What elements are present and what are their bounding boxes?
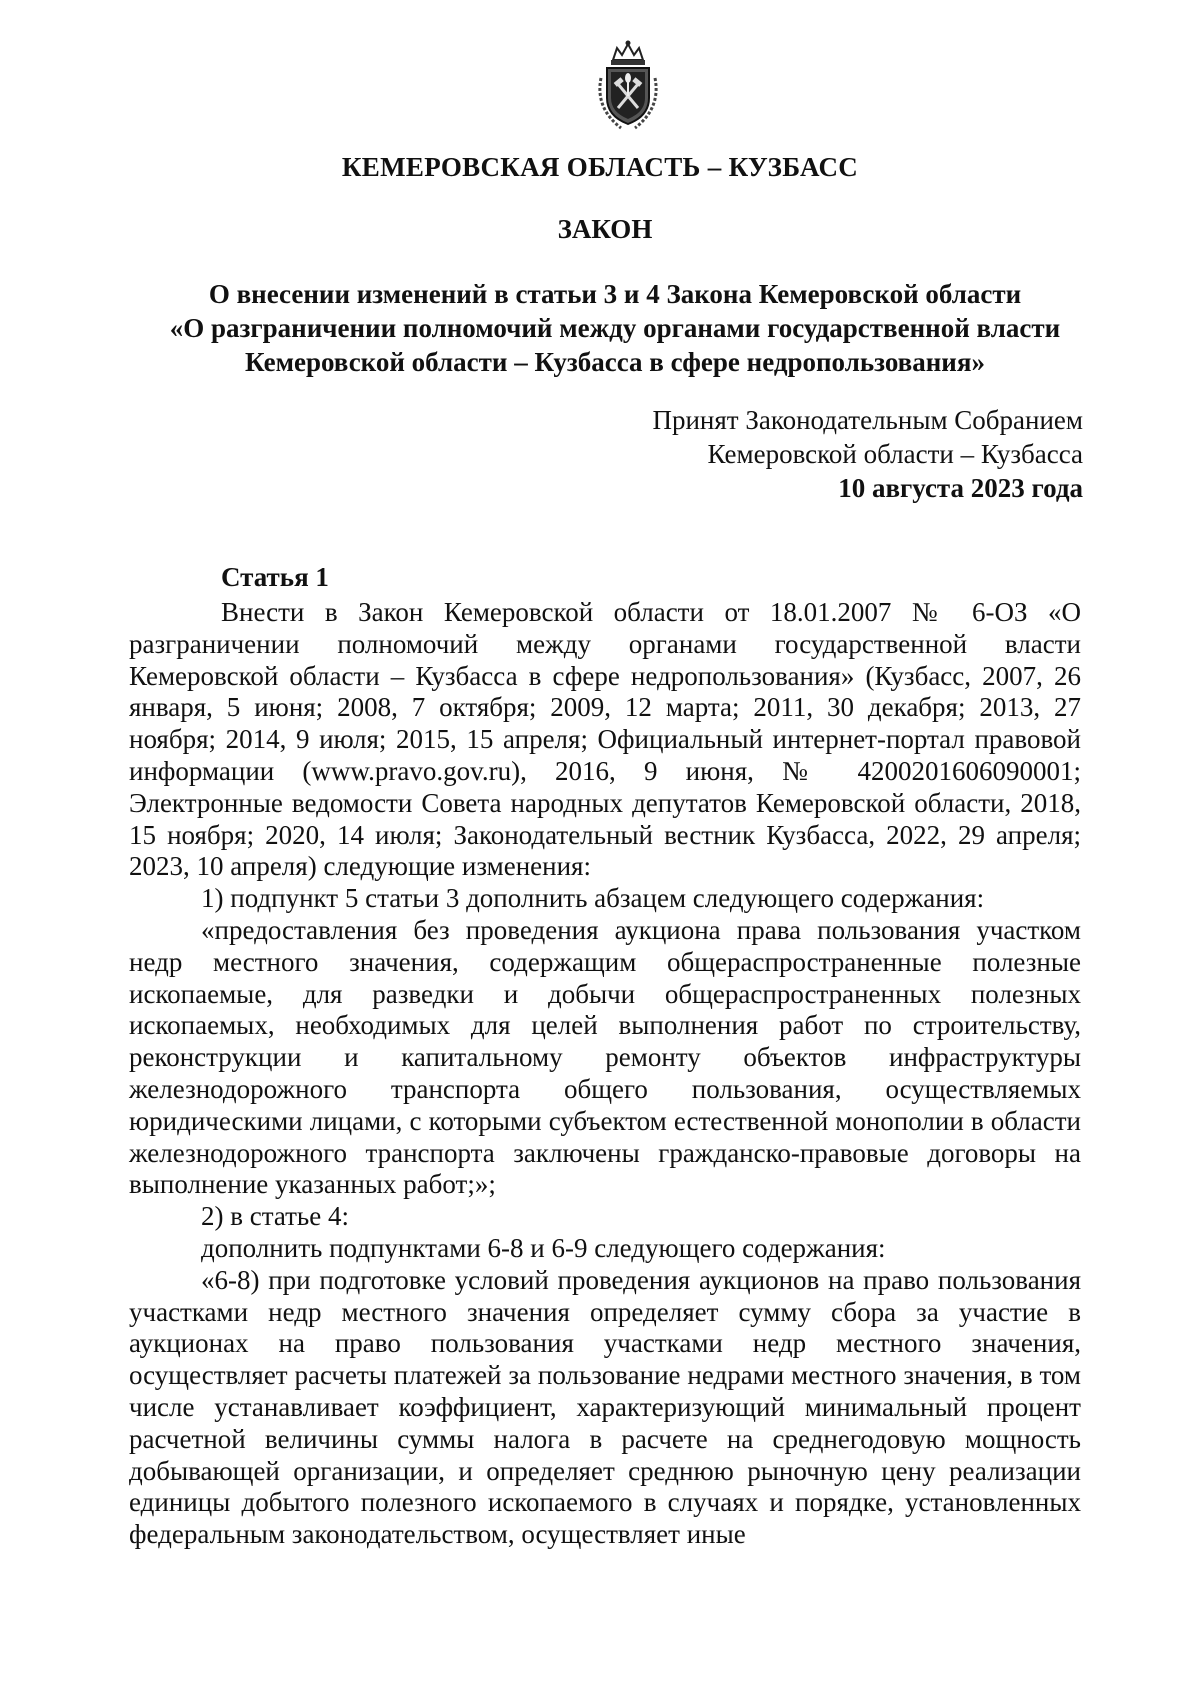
title-line: Кемеровской области – Кузбасса в сфере недропользования» — [245, 347, 985, 377]
document-type: ЗАКОН — [557, 214, 653, 244]
paragraph: «6-8) при подготовке условий проведения аукционов на право пользования участками недр местного значения определяет сумму сбора за участие в аукционах на право пользования участками недр местного значения, осуществляет расчеты платежей за пользование недрами местного значения, в том числе устанавливает коэффициент, характеризующий минимальный процент расчетной величины суммы налога в расчете на среднегодовую мощность добывающей организации, и определяет среднюю рыночную цену реализации единицы добытого полезного ископаемого в случаях и порядке, установленных федеральным законодательством, осуществляет иные — [129, 1264, 1081, 1550]
title-line: О внесении изменений в статьи 3 и 4 Закона Кемеровской области — [208, 279, 1022, 309]
article-body — [129, 597, 1081, 1551]
paragraph: 1) подпункт 5 статьи 3 дополнить абзацем следующего содержания: — [201, 883, 985, 914]
paragraph: Внести в Закон Кемеровской области от 18.01.2007 № 6-ОЗ «О разграничении полномочий между органами государственной власти Кемеровской области – Кузбасса в сфере недропользования» (Кузбасс, 2007, 26 января, 5 июня; 2008, 7 октября; 2009, 12 марта; 2011, 30 декабря; 2013, 27 ноября; 2014, 9 июля; 2015, 15 апреля; Официальный интернет-портал правовой информации (www.pravo.gov.ru), 2016, 9 июня, № 4200201606090001; Электронные ведомости Совета народных депутатов Кемеровской области, 2018, 15 ноября; 2020, 14 июля; Законодательный вестник Кузбасса, 2022, 29 апреля; 2023, 10 апреля) следующие изменения: — [129, 597, 1081, 882]
adoption-block — [652, 403, 1083, 505]
adoption-date: 10 августа 2023 года — [838, 473, 1083, 503]
paragraph: «предоставления без проведения аукциона права пользования участком недр местного значения, содержащим общераспространенные полезные ископаемые, для разведки и добычи общераспространенных полезных ископаемых, необходимых для целей выполнения работ по строительству, реконструкции и капитальному ремонту объектов инфраструктуры железнодорожного транспорта общего пользования, осуществляемых юридическими лицами, с которыми субъектом естественной монополии в области железнодорожного транспорта заключены гражданско-правовые договоры на выполнение указанных работ;»; — [129, 914, 1081, 1200]
document-title — [140, 277, 1090, 379]
paragraph: 2) в статье 4: — [201, 1201, 349, 1232]
region-name: КЕМЕРОВСКАЯ ОБЛАСТЬ – КУЗБАСС — [341, 152, 859, 182]
paragraph: дополнить подпунктами 6-8 и 6-9 следующего содержания: — [201, 1232, 886, 1263]
adoption-line: Принят Законодательным Собранием — [652, 405, 1083, 435]
article-heading: Статья 1 — [221, 562, 329, 592]
adoption-line: Кемеровской области – Кузбасса — [707, 439, 1083, 469]
title-line: «О разграничении полномочий между органами государственной власти — [169, 313, 1061, 343]
kemerovo-coat-of-arms-icon — [591, 38, 665, 134]
